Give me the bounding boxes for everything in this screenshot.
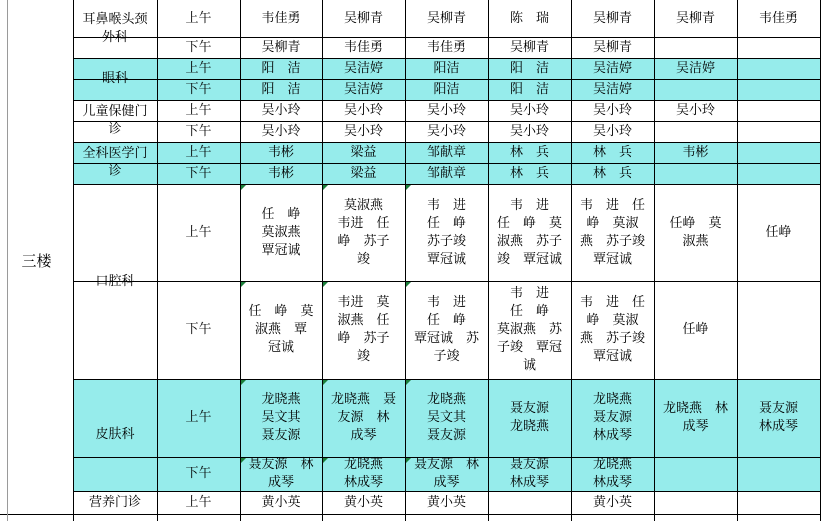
grid-line-horizontal xyxy=(73,79,820,80)
schedule-cell[interactable]: 阳洁 xyxy=(433,60,460,76)
period-label: 下午 xyxy=(185,322,212,337)
schedule-cell[interactable]: 韦佳勇 xyxy=(261,10,301,26)
schedule-cell[interactable]: 吴洁婷 xyxy=(675,60,715,76)
period-label: 上午 xyxy=(185,10,212,26)
grid-line-horizontal xyxy=(73,58,820,59)
period-label: 下午 xyxy=(185,165,212,181)
grid-line-horizontal xyxy=(73,379,820,380)
schedule-cell[interactable]: 聂友源 林成琴 xyxy=(509,457,549,490)
grid-line-horizontal xyxy=(73,100,820,101)
schedule-cell[interactable]: 韦 进 任 峥 覃冠诚 苏 子竣 xyxy=(413,295,479,364)
schedule-cell[interactable]: 韦进 莫 淑燕 任 峥 苏子 竣 xyxy=(337,295,390,364)
comment-marker xyxy=(323,282,328,287)
schedule-cell[interactable]: 吴柳青 xyxy=(509,39,549,55)
period-label: 下午 xyxy=(185,123,212,139)
schedule-cell[interactable]: 韦彬 xyxy=(682,144,709,160)
department-name: 耳鼻喉头颈外科 xyxy=(82,12,148,45)
grid-line-horizontal xyxy=(73,457,820,458)
schedule-cell[interactable]: 阳 洁 xyxy=(261,60,301,76)
schedule-cell[interactable]: 任 峥 莫 淑燕 覃 冠诚 xyxy=(248,304,314,355)
schedule-cell[interactable]: 吴柳青 xyxy=(675,10,715,26)
schedule-cell[interactable]: 韦佳勇 xyxy=(758,10,798,26)
schedule-cell[interactable]: 聂友源 林成琴 xyxy=(758,401,798,434)
schedule-cell[interactable] xyxy=(737,491,820,514)
schedule-cell[interactable] xyxy=(737,79,820,100)
schedule-cell[interactable]: 梁益 xyxy=(350,165,377,181)
schedule-cell[interactable]: 韦 进 任 峥 莫淑 燕 苏子竣 覃冠诚 xyxy=(579,295,645,364)
schedule-cell[interactable]: 吴小玲 xyxy=(426,102,466,118)
comment-marker xyxy=(241,282,246,287)
schedule-cell[interactable]: 吴小玲 xyxy=(343,102,383,118)
schedule-cell[interactable]: 林 兵 xyxy=(509,165,549,181)
period-label: 下午 xyxy=(185,81,212,97)
schedule-cell[interactable]: 阳 洁 xyxy=(509,60,549,76)
department-name: 全科医学门诊 xyxy=(82,146,148,179)
comment-marker xyxy=(241,185,246,190)
schedule-cell[interactable]: 聂友源 林 成琴 xyxy=(413,457,479,490)
schedule-cell[interactable]: 林 兵 xyxy=(592,144,632,160)
schedule-cell[interactable]: 邹献章 xyxy=(426,165,466,181)
department-name: 口腔科 xyxy=(95,273,135,289)
schedule-cell[interactable]: 吴小玲 xyxy=(261,123,301,139)
grid-line-horizontal xyxy=(73,184,820,185)
comment-marker xyxy=(323,185,328,190)
schedule-cell[interactable]: 吴小玲 xyxy=(592,123,632,139)
schedule-cell[interactable]: 韦 进 任 峥 莫淑 燕 苏子竣 覃冠诚 xyxy=(579,197,645,267)
schedule-cell[interactable]: 任 峥 莫淑燕 覃冠诚 xyxy=(261,206,301,258)
grid-line-horizontal xyxy=(73,281,820,282)
schedule-cell[interactable]: 吴小玲 xyxy=(426,123,466,139)
period-label: 下午 xyxy=(185,466,212,481)
floor-label: 三楼 xyxy=(21,251,52,270)
schedule-cell[interactable]: 吴小玲 xyxy=(261,102,301,118)
schedule-cell[interactable] xyxy=(737,100,820,121)
comment-marker xyxy=(406,282,411,287)
schedule-cell[interactable] xyxy=(737,142,820,163)
schedule-cell[interactable]: 吴小玲 xyxy=(343,123,383,139)
schedule-cell[interactable]: 吴小玲 xyxy=(509,123,549,139)
schedule-cell[interactable]: 韦佳勇 xyxy=(426,39,466,55)
schedule-cell[interactable]: 吴洁婷 xyxy=(343,81,383,97)
schedule-cell[interactable]: 黄小英 xyxy=(261,494,301,510)
schedule-cell[interactable]: 吴柳青 xyxy=(261,39,301,55)
grid-line-horizontal xyxy=(73,37,820,38)
schedule-cell[interactable]: 邹献章 xyxy=(426,144,466,160)
schedule-cell[interactable] xyxy=(654,121,737,142)
schedule-cell[interactable] xyxy=(654,457,737,491)
schedule-cell[interactable]: 龙晓燕 林成琴 xyxy=(592,457,632,490)
schedule-cell[interactable]: 吴洁婷 xyxy=(592,81,632,97)
period-label: 上午 xyxy=(185,144,212,160)
schedule-cell[interactable]: 韦彬 xyxy=(267,165,294,181)
schedule-cell[interactable]: 林 兵 xyxy=(592,165,632,181)
grid-line-horizontal xyxy=(73,163,820,164)
comment-marker xyxy=(323,458,328,463)
department-name: 皮肤科 xyxy=(95,427,135,442)
grid-line-horizontal xyxy=(73,491,820,492)
schedule-cell[interactable]: 龙晓燕 吴文其 聂友源 xyxy=(261,392,301,443)
schedule-cell[interactable] xyxy=(737,457,820,491)
schedule-cell[interactable]: 聂友源 龙晓燕 xyxy=(509,401,549,434)
period-label: 上午 xyxy=(185,224,212,240)
comment-marker xyxy=(241,458,246,463)
department-name: 眼科 xyxy=(101,71,128,86)
period-label: 上午 xyxy=(185,102,212,118)
schedule-cell[interactable]: 林 兵 xyxy=(509,144,549,160)
schedule-cell[interactable] xyxy=(654,79,737,100)
schedule-cell[interactable] xyxy=(737,121,820,142)
schedule-cell[interactable]: 黄小英 xyxy=(343,494,383,510)
schedule-cell[interactable]: 任峥 莫 淑燕 xyxy=(669,215,722,249)
schedule-cell[interactable] xyxy=(737,163,820,184)
grid-line-horizontal xyxy=(73,142,820,143)
schedule-cell[interactable] xyxy=(737,281,820,379)
schedule-cell[interactable]: 吴小玲 xyxy=(509,102,549,118)
grid-line-vertical xyxy=(7,0,8,521)
department-name: 儿童保健门诊 xyxy=(82,104,148,137)
period-label: 上午 xyxy=(185,60,212,76)
schedule-cell[interactable] xyxy=(654,163,737,184)
schedule-cell[interactable]: 黄小英 xyxy=(426,494,466,510)
schedule-cell[interactable]: 莫淑燕 韦进 任 峥 苏子 竣 xyxy=(337,197,390,267)
schedule-cell[interactable]: 黄小英 xyxy=(592,494,632,510)
schedule-cell[interactable]: 陈 瑞 xyxy=(509,10,549,26)
schedule-cell[interactable]: 龙晓燕 聂友源 林成琴 xyxy=(592,392,632,443)
schedule-cell[interactable] xyxy=(737,58,820,79)
schedule-cell[interactable]: 阳 洁 xyxy=(509,81,549,97)
department-name: 营养门诊 xyxy=(88,494,141,510)
comment-marker xyxy=(406,458,411,463)
comment-marker xyxy=(241,380,246,385)
period-label: 上午 xyxy=(185,410,212,425)
period-label: 上午 xyxy=(185,494,212,510)
schedule-cell[interactable] xyxy=(654,37,737,58)
schedule-cell[interactable]: 吴柳青 xyxy=(426,10,466,26)
schedule-cell[interactable]: 吴小玲 xyxy=(592,102,632,118)
schedule-cell[interactable]: 龙晓燕 林 成琴 xyxy=(662,401,728,434)
grid-line-horizontal xyxy=(73,514,820,515)
schedule-cell[interactable]: 任峥 xyxy=(682,322,709,337)
schedule-cell[interactable]: 韦彬 xyxy=(267,144,294,160)
schedule-cell[interactable]: 阳洁 xyxy=(433,81,460,97)
schedule-cell[interactable]: 吴小玲 xyxy=(675,102,715,118)
schedule-cell[interactable]: 韦佳勇 xyxy=(343,39,383,55)
schedule-cell[interactable] xyxy=(737,37,820,58)
schedule-cell[interactable]: 龙晓燕 吴文其 聂友源 xyxy=(426,392,466,443)
schedule-cell[interactable]: 韦 进 任 峥 莫 淑燕 苏子 竣 覃冠诚 xyxy=(496,197,562,267)
schedule-cell[interactable]: 龙晓燕 林成琴 xyxy=(343,457,383,490)
comment-marker xyxy=(406,185,411,190)
schedule-cell[interactable]: 吴柳青 xyxy=(343,10,383,26)
schedule-cell[interactable] xyxy=(488,491,571,514)
schedule-cell[interactable]: 吴柳青 xyxy=(592,10,632,26)
schedule-cell[interactable] xyxy=(654,491,737,514)
comment-marker xyxy=(323,380,328,385)
comment-marker xyxy=(406,380,411,385)
schedule-cell[interactable]: 聂友源 林 成琴 xyxy=(248,457,314,490)
grid-line-horizontal xyxy=(73,121,820,122)
period-label: 下午 xyxy=(185,39,212,55)
schedule-cell[interactable]: 韦 进 任 峥 苏子竣 覃冠诚 xyxy=(426,197,466,267)
schedule-cell[interactable]: 龙晓燕 聂 友源 林 成琴 xyxy=(330,392,396,443)
schedule-cell[interactable]: 吴柳青 xyxy=(592,39,632,55)
schedule-cell[interactable]: 韦 进 任 峥 莫淑燕 苏 子竣 覃冠 诚 xyxy=(496,286,562,373)
schedule-cell[interactable]: 梁益 xyxy=(350,144,377,160)
schedule-cell[interactable]: 任峥 xyxy=(765,224,792,240)
grid-line-horizontal xyxy=(0,514,73,515)
schedule-cell[interactable]: 阳 洁 xyxy=(261,81,301,97)
schedule-cell[interactable]: 吴洁婷 xyxy=(343,60,383,76)
schedule-cell[interactable]: 吴洁婷 xyxy=(592,60,632,76)
